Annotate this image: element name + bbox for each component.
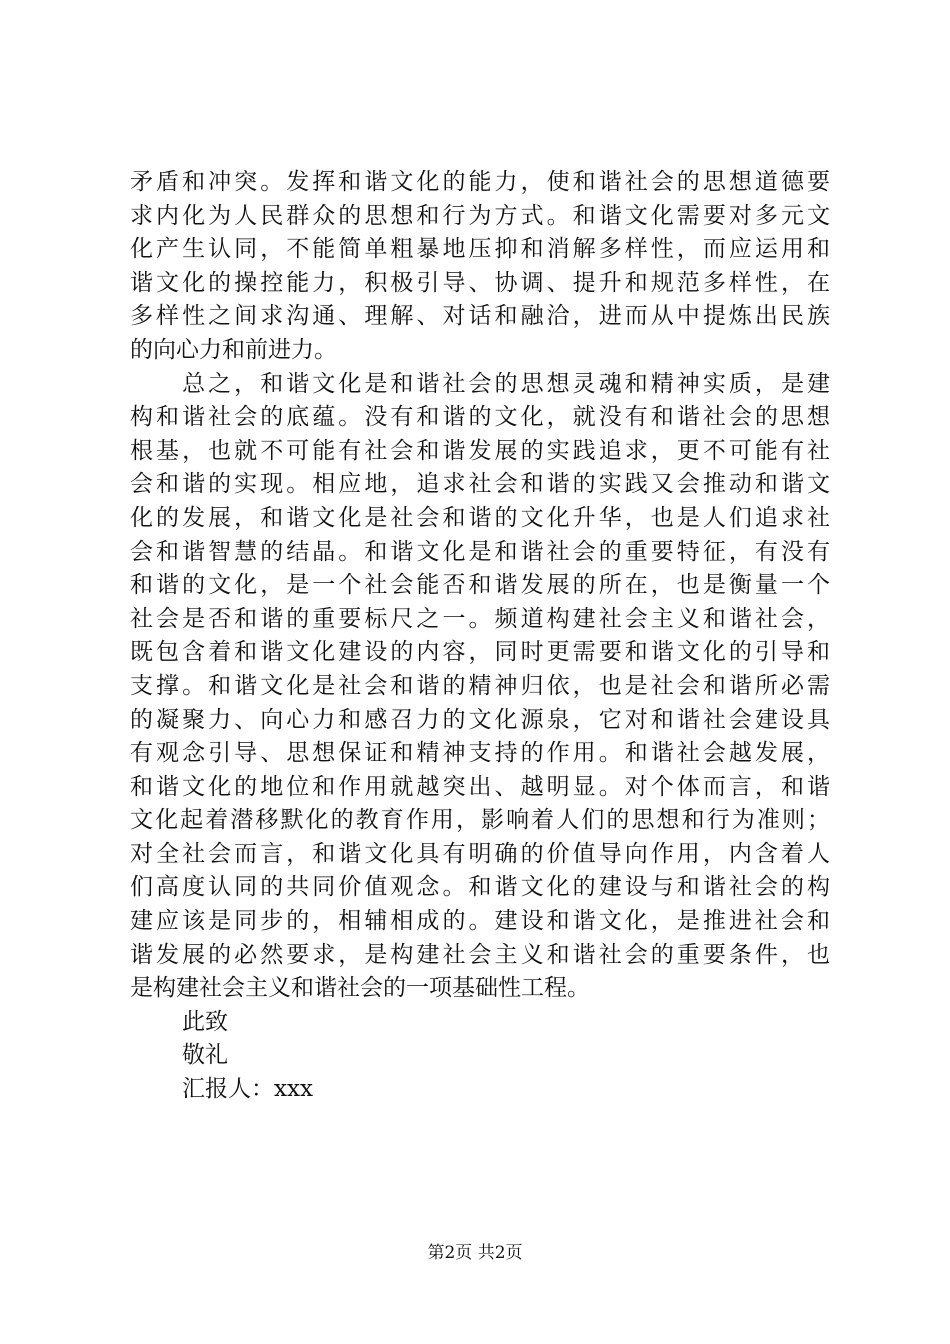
paragraph-line: 支撑。和谐文化是社会和谐的精神归依，也是社会和谐所必需 [130, 672, 830, 699]
paragraph-line: 求内化为人民群众的思想和行为方式。和谐文化需要对多元文 [130, 202, 830, 229]
closing-salutation: 此致 [182, 1008, 228, 1035]
paragraph-line: 多样性之间求沟通、理解、对话和融洽，进而从中提炼出民族 [130, 303, 830, 330]
paragraph-line: 和谐文化的地位和作用就越突出、越明显。对个体而言，和谐 [130, 773, 830, 800]
paragraph-line: 根基，也就不可能有社会和谐发展的实践追求，更不可能有社 [130, 437, 830, 464]
paragraph-line: 建应该是同步的，相辅相成的。建设和谐文化，是推进社会和 [130, 908, 830, 935]
reporter-signature: 汇报人：xxx [182, 1076, 313, 1103]
paragraph-line: 文化起着潜移默化的教育作用，影响着人们的思想和行为准则； [130, 807, 830, 834]
paragraph-line: 和谐的文化，是一个社会能否和谐发展的所在，也是衡量一个 [130, 572, 830, 599]
closing-regards: 敬礼 [182, 1042, 228, 1069]
paragraph-line: 有观念引导、思想保证和精神支持的作用。和谐社会越发展， [130, 740, 830, 767]
paragraph-line: 构和谐社会的底蕴。没有和谐的文化，就没有和谐社会的思想 [130, 404, 830, 431]
paragraph-line: 会和谐的实现。相应地，追求社会和谐的实践又会推动和谐文 [130, 471, 830, 498]
paragraph-line: 既包含着和谐文化建设的内容，同时更需要和谐文化的引导和 [130, 639, 830, 666]
paragraph-line: 矛盾和冲突。发挥和谐文化的能力，使和谐社会的思想道德要 [130, 169, 830, 195]
paragraph-line: 是构建社会主义和谐社会的一项基础性工程。 [130, 975, 590, 1002]
paragraph-line: 对全社会而言，和谐文化具有明确的价值导向作用，内含着人 [130, 840, 830, 867]
paragraph-line: 谐发展的必然要求，是构建社会主义和谐社会的重要条件，也 [130, 941, 830, 968]
paragraph-line: 化产生认同，不能简单粗暴地压抑和消解多样性，而应运用和 [130, 236, 830, 263]
paragraph-line: 化的发展，和谐文化是社会和谐的文化升华，也是人们追求社 [130, 504, 830, 531]
paragraph-line: 的向心力和前进力。 [130, 336, 337, 363]
paragraph-line: 总之，和谐文化是和谐社会的思想灵魂和精神实质，是建 [130, 370, 830, 397]
paragraph-line: 的凝聚力、向心力和感召力的文化源泉，它对和谐社会建设具 [130, 706, 830, 733]
document-body [130, 166, 830, 1107]
paragraph-line: 们高度认同的共同价值观念。和谐文化的建设与和谐社会的构 [130, 874, 830, 901]
paragraph-line: 会和谐智慧的结晶。和谐文化是和谐社会的重要特征，有没有 [130, 538, 830, 565]
paragraph-line: 社会是否和谐的重要标尺之一。频道构建社会主义和谐社会， [130, 605, 830, 632]
page-number: 第2页 共2页 [427, 1243, 523, 1263]
paragraph-line: 谐文化的操控能力，积极引导、协调、提升和规范多样性，在 [130, 269, 830, 296]
